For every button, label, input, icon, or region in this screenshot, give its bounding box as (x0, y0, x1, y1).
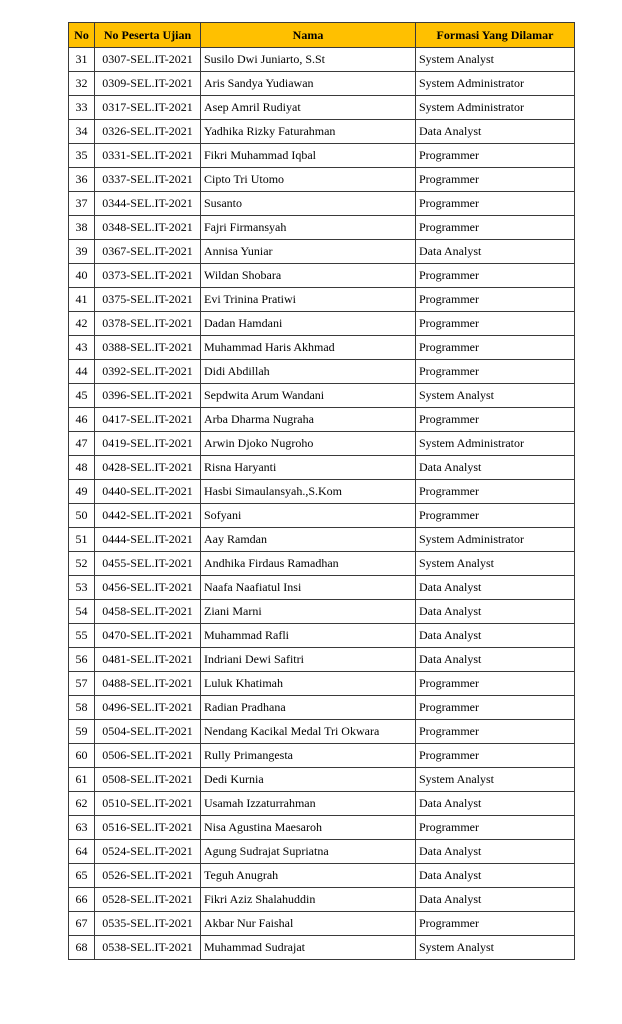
participant-name: Evi Trinina Pratiwi (201, 288, 416, 312)
applied-formation: Programmer (416, 816, 575, 840)
participant-name: Teguh Anugrah (201, 864, 416, 888)
table-row (69, 120, 575, 144)
applied-formation: Data Analyst (416, 648, 575, 672)
header-row (69, 23, 575, 48)
table-body (69, 48, 575, 960)
applied-formation: System Administrator (416, 72, 575, 96)
participant-id: 0488-SEL.IT-2021 (95, 672, 201, 696)
participant-id: 0481-SEL.IT-2021 (95, 648, 201, 672)
table-row (69, 504, 575, 528)
participant-name: Luluk Khatimah (201, 672, 416, 696)
participant-name: Sepdwita Arum Wandani (201, 384, 416, 408)
row-number: 47 (69, 432, 95, 456)
row-number: 54 (69, 600, 95, 624)
row-number: 31 (69, 48, 95, 72)
participant-name: Annisa Yuniar (201, 240, 416, 264)
row-number: 36 (69, 168, 95, 192)
applied-formation: Data Analyst (416, 576, 575, 600)
participant-id: 0538-SEL.IT-2021 (95, 936, 201, 960)
participant-name: Andhika Firdaus Ramadhan (201, 552, 416, 576)
applied-formation: Programmer (416, 504, 575, 528)
participant-name: Susilo Dwi Juniarto, S.St (201, 48, 416, 72)
row-number: 61 (69, 768, 95, 792)
applied-formation: Programmer (416, 360, 575, 384)
applied-formation: Programmer (416, 288, 575, 312)
participant-name: Fikri Aziz Shalahuddin (201, 888, 416, 912)
participant-id: 0528-SEL.IT-2021 (95, 888, 201, 912)
applied-formation: Programmer (416, 720, 575, 744)
participant-name: Ziani Marni (201, 600, 416, 624)
applied-formation: Programmer (416, 216, 575, 240)
participant-name: Arwin Djoko Nugroho (201, 432, 416, 456)
row-number: 53 (69, 576, 95, 600)
applied-formation: Programmer (416, 672, 575, 696)
participant-name: Muhammad Sudrajat (201, 936, 416, 960)
table-row (69, 888, 575, 912)
applied-formation: Programmer (416, 168, 575, 192)
participant-id: 0337-SEL.IT-2021 (95, 168, 201, 192)
participant-name: Risna Haryanti (201, 456, 416, 480)
table-row (69, 336, 575, 360)
participant-id: 0524-SEL.IT-2021 (95, 840, 201, 864)
row-number: 68 (69, 936, 95, 960)
row-number: 45 (69, 384, 95, 408)
table-row (69, 528, 575, 552)
applied-formation: Programmer (416, 192, 575, 216)
row-number: 38 (69, 216, 95, 240)
participant-name: Rully Primangesta (201, 744, 416, 768)
applied-formation: Data Analyst (416, 624, 575, 648)
table-row (69, 480, 575, 504)
participant-id: 0392-SEL.IT-2021 (95, 360, 201, 384)
table-row (69, 216, 575, 240)
table-row (69, 72, 575, 96)
table-row (69, 552, 575, 576)
row-number: 58 (69, 696, 95, 720)
participant-name: Dedi Kurnia (201, 768, 416, 792)
applied-formation: Programmer (416, 336, 575, 360)
applied-formation: System Analyst (416, 48, 575, 72)
row-number: 57 (69, 672, 95, 696)
participant-id: 0458-SEL.IT-2021 (95, 600, 201, 624)
row-number: 55 (69, 624, 95, 648)
row-number: 32 (69, 72, 95, 96)
applied-formation: Data Analyst (416, 888, 575, 912)
row-number: 56 (69, 648, 95, 672)
row-number: 64 (69, 840, 95, 864)
table-row (69, 168, 575, 192)
applied-formation: Programmer (416, 480, 575, 504)
applied-formation: Programmer (416, 912, 575, 936)
participant-id: 0456-SEL.IT-2021 (95, 576, 201, 600)
table-row (69, 768, 575, 792)
participant-name: Muhammad Haris Akhmad (201, 336, 416, 360)
row-number: 62 (69, 792, 95, 816)
participant-id: 0367-SEL.IT-2021 (95, 240, 201, 264)
table-row (69, 432, 575, 456)
participant-id: 0470-SEL.IT-2021 (95, 624, 201, 648)
participant-id: 0444-SEL.IT-2021 (95, 528, 201, 552)
participant-id: 0510-SEL.IT-2021 (95, 792, 201, 816)
row-number: 49 (69, 480, 95, 504)
participant-id: 0516-SEL.IT-2021 (95, 816, 201, 840)
participant-name: Muhammad Rafli (201, 624, 416, 648)
row-number: 50 (69, 504, 95, 528)
participant-id: 0375-SEL.IT-2021 (95, 288, 201, 312)
row-number: 41 (69, 288, 95, 312)
applied-formation: System Analyst (416, 552, 575, 576)
participant-name: Cipto Tri Utomo (201, 168, 416, 192)
participant-name: Naafa Naafiatul Insi (201, 576, 416, 600)
participant-name: Fajri Firmansyah (201, 216, 416, 240)
participant-id: 0496-SEL.IT-2021 (95, 696, 201, 720)
participant-id: 0535-SEL.IT-2021 (95, 912, 201, 936)
participant-name: Radian Pradhana (201, 696, 416, 720)
participant-id: 0417-SEL.IT-2021 (95, 408, 201, 432)
participant-id: 0442-SEL.IT-2021 (95, 504, 201, 528)
row-number: 40 (69, 264, 95, 288)
table-row (69, 456, 575, 480)
row-number: 44 (69, 360, 95, 384)
table-row (69, 744, 575, 768)
applied-formation: System Administrator (416, 432, 575, 456)
applied-formation: Programmer (416, 744, 575, 768)
applied-formation: Data Analyst (416, 456, 575, 480)
participant-id: 0396-SEL.IT-2021 (95, 384, 201, 408)
participant-name: Wildan Shobara (201, 264, 416, 288)
header-no: No (69, 23, 95, 48)
participant-id: 0378-SEL.IT-2021 (95, 312, 201, 336)
participant-id: 0317-SEL.IT-2021 (95, 96, 201, 120)
row-number: 65 (69, 864, 95, 888)
participant-id: 0307-SEL.IT-2021 (95, 48, 201, 72)
table-row (69, 720, 575, 744)
participant-id: 0348-SEL.IT-2021 (95, 216, 201, 240)
applied-formation: Programmer (416, 408, 575, 432)
applied-formation: Programmer (416, 696, 575, 720)
table-row (69, 696, 575, 720)
participant-id: 0506-SEL.IT-2021 (95, 744, 201, 768)
participant-name: Fikri Muhammad Iqbal (201, 144, 416, 168)
participant-name: Aris Sandya Yudiawan (201, 72, 416, 96)
table-row (69, 48, 575, 72)
applied-formation: Data Analyst (416, 864, 575, 888)
row-number: 39 (69, 240, 95, 264)
participant-name: Nisa Agustina Maesaroh (201, 816, 416, 840)
participant-name: Didi Abdillah (201, 360, 416, 384)
participant-table (68, 22, 575, 960)
row-number: 46 (69, 408, 95, 432)
table-row (69, 672, 575, 696)
participant-name: Hasbi Simaulansyah.,S.Kom (201, 480, 416, 504)
applied-formation: Data Analyst (416, 792, 575, 816)
participant-name: Akbar Nur Faishal (201, 912, 416, 936)
row-number: 66 (69, 888, 95, 912)
table-row (69, 864, 575, 888)
table-row (69, 144, 575, 168)
table-row (69, 912, 575, 936)
table-row (69, 360, 575, 384)
table-row (69, 312, 575, 336)
table-row (69, 576, 575, 600)
table-row (69, 288, 575, 312)
row-number: 35 (69, 144, 95, 168)
table-row (69, 600, 575, 624)
header-formation: Formasi Yang Dilamar (416, 23, 575, 48)
participant-id: 0526-SEL.IT-2021 (95, 864, 201, 888)
row-number: 43 (69, 336, 95, 360)
table-row (69, 96, 575, 120)
participant-name: Susanto (201, 192, 416, 216)
participant-id: 0326-SEL.IT-2021 (95, 120, 201, 144)
participant-name: Asep Amril Rudiyat (201, 96, 416, 120)
table-row (69, 264, 575, 288)
participant-id: 0428-SEL.IT-2021 (95, 456, 201, 480)
row-number: 52 (69, 552, 95, 576)
participant-name: Agung Sudrajat Supriatna (201, 840, 416, 864)
participant-name: Sofyani (201, 504, 416, 528)
participant-id: 0508-SEL.IT-2021 (95, 768, 201, 792)
applied-formation: System Analyst (416, 768, 575, 792)
row-number: 60 (69, 744, 95, 768)
participant-id: 0419-SEL.IT-2021 (95, 432, 201, 456)
applied-formation: Data Analyst (416, 600, 575, 624)
participant-id: 0440-SEL.IT-2021 (95, 480, 201, 504)
applied-formation: System Analyst (416, 936, 575, 960)
participant-id: 0388-SEL.IT-2021 (95, 336, 201, 360)
table-row (69, 624, 575, 648)
row-number: 59 (69, 720, 95, 744)
row-number: 51 (69, 528, 95, 552)
table-row (69, 936, 575, 960)
participant-name: Arba Dharma Nugraha (201, 408, 416, 432)
table-row (69, 384, 575, 408)
applied-formation: Data Analyst (416, 120, 575, 144)
applied-formation: Programmer (416, 312, 575, 336)
applied-formation: System Analyst (416, 384, 575, 408)
row-number: 48 (69, 456, 95, 480)
participant-name: Nendang Kacikal Medal Tri Okwara (201, 720, 416, 744)
row-number: 42 (69, 312, 95, 336)
applied-formation: System Administrator (416, 528, 575, 552)
participant-id: 0373-SEL.IT-2021 (95, 264, 201, 288)
table-row (69, 408, 575, 432)
table-row (69, 648, 575, 672)
participant-name: Indriani Dewi Safitri (201, 648, 416, 672)
row-number: 37 (69, 192, 95, 216)
applied-formation: Data Analyst (416, 240, 575, 264)
participant-name: Aay Ramdan (201, 528, 416, 552)
table-row (69, 816, 575, 840)
applied-formation: Programmer (416, 264, 575, 288)
table-row (69, 840, 575, 864)
row-number: 63 (69, 816, 95, 840)
header-participant-id: No Peserta Ujian (95, 23, 201, 48)
applied-formation: Programmer (416, 144, 575, 168)
participant-name: Dadan Hamdani (201, 312, 416, 336)
applied-formation: System Administrator (416, 96, 575, 120)
row-number: 67 (69, 912, 95, 936)
participant-name: Yadhika Rizky Faturahman (201, 120, 416, 144)
participant-name: Usamah Izzaturrahman (201, 792, 416, 816)
header-name: Nama (201, 23, 416, 48)
table-row (69, 792, 575, 816)
participant-id: 0504-SEL.IT-2021 (95, 720, 201, 744)
participant-id: 0331-SEL.IT-2021 (95, 144, 201, 168)
table-row (69, 240, 575, 264)
table-row (69, 192, 575, 216)
row-number: 33 (69, 96, 95, 120)
participant-id: 0309-SEL.IT-2021 (95, 72, 201, 96)
participant-id: 0455-SEL.IT-2021 (95, 552, 201, 576)
participant-id: 0344-SEL.IT-2021 (95, 192, 201, 216)
row-number: 34 (69, 120, 95, 144)
table-header (69, 23, 575, 48)
applied-formation: Data Analyst (416, 840, 575, 864)
